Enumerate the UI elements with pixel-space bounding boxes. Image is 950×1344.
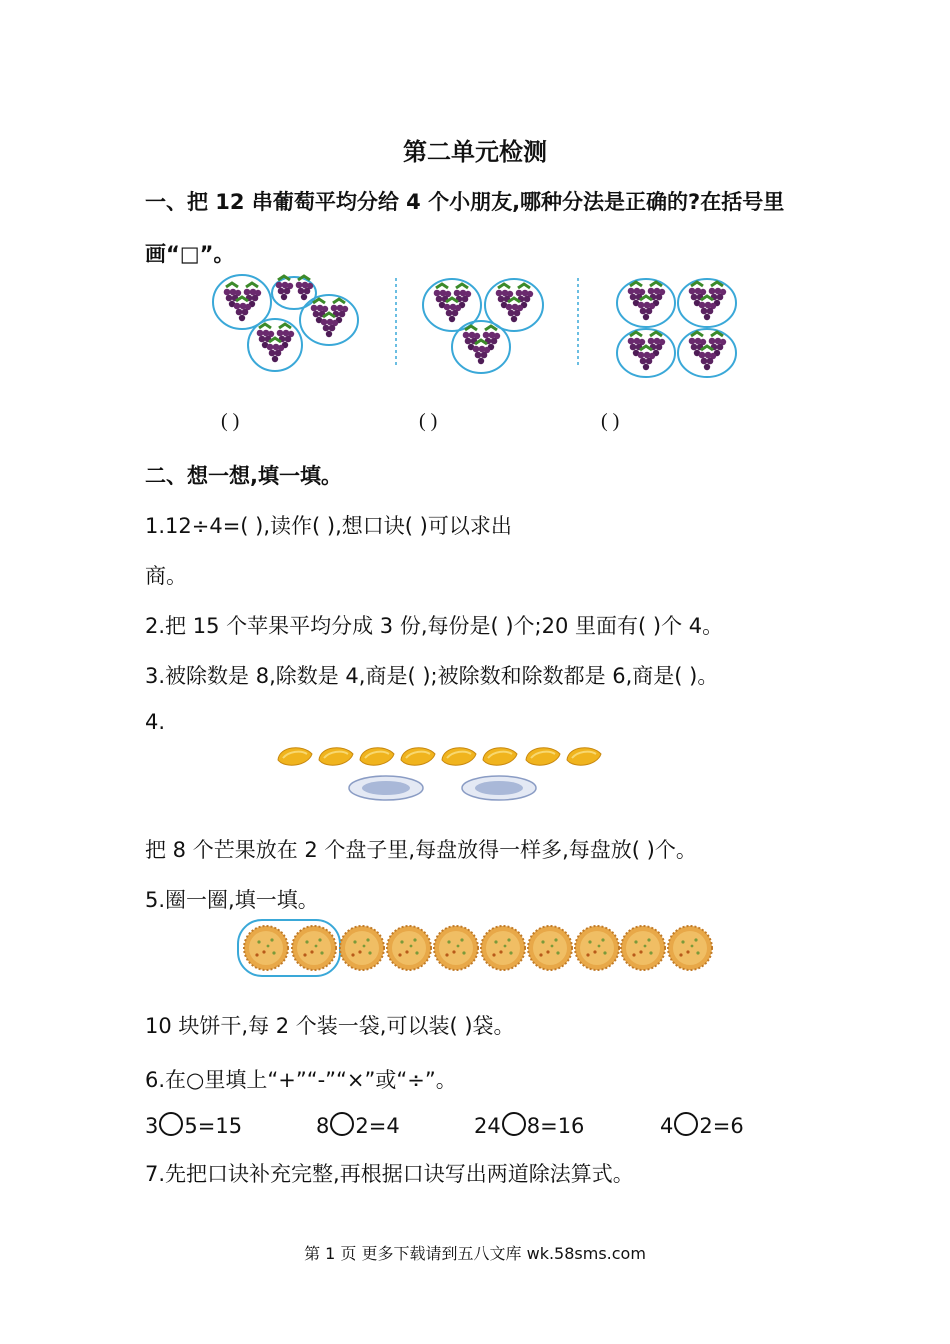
q2-item3: 3.被除数是 8,除数是 4,商是( );被除数和除数都是 6,商是( )。 xyxy=(145,664,719,688)
equation-3-right: 8=16 xyxy=(526,1114,585,1138)
q2-item4-text: 把 8 个芒果放在 2 个盘子里,每盘放得一样多,每盘放( )个。 xyxy=(145,838,697,862)
grape-groups-figure xyxy=(0,270,950,400)
q2-item1-line2: 商。 xyxy=(145,564,187,588)
page-footer: 第 1 页 更多下载请到五八文库 wk.58sms.com xyxy=(304,1244,646,1263)
equation-1-right: 5=15 xyxy=(184,1114,243,1138)
operator-circle[interactable] xyxy=(330,1112,354,1136)
q1-answer-blank-1[interactable]: ( ) xyxy=(221,410,240,432)
q2-item4-label: 4. xyxy=(145,710,166,734)
page-title: 第二单元检测 xyxy=(403,137,547,166)
equation-2-right: 2=4 xyxy=(355,1114,400,1138)
q2-item5-label: 5.圈一圈,填一填。 xyxy=(145,888,319,912)
equation-4 xyxy=(660,1112,744,1138)
equation-1 xyxy=(145,1112,242,1138)
q2-item7: 7.先把口诀补充完整,再根据口诀写出两道除法算式。 xyxy=(145,1162,634,1186)
equation-1-left: 3 xyxy=(145,1114,159,1138)
q1-text-line2: 画“□”。 xyxy=(145,242,235,266)
equation-2 xyxy=(316,1112,400,1138)
q2-heading: 二、想一想,填一填。 xyxy=(145,464,342,488)
equation-2-left: 8 xyxy=(316,1114,330,1138)
mangoes-plates-figure xyxy=(0,738,950,808)
q2-item1-line1: 1.12÷4=( ),读作( ),想口诀( )可以求出 xyxy=(145,514,512,538)
q1-answer-blank-3[interactable]: ( ) xyxy=(601,410,620,432)
equation-4-right: 2=6 xyxy=(699,1114,744,1138)
q2-item6-label: 6.在○里填上“+”“-”“×”或“÷”。 xyxy=(145,1068,457,1092)
operator-circle[interactable] xyxy=(502,1112,526,1136)
equation-4-left: 4 xyxy=(660,1114,674,1138)
q2-item5-text: 10 块饼干,每 2 个装一袋,可以装( )袋。 xyxy=(145,1014,515,1038)
biscuits-figure xyxy=(0,916,950,980)
q1-answer-blank-2[interactable]: ( ) xyxy=(419,410,438,432)
q1-text-line1: 一、把 12 串葡萄平均分给 4 个小朋友,哪种分法是正确的?在括号里 xyxy=(145,190,785,214)
operator-circle[interactable] xyxy=(159,1112,183,1136)
operator-circle[interactable] xyxy=(674,1112,698,1136)
equation-3-left: 24 xyxy=(474,1114,501,1138)
q2-item2: 2.把 15 个苹果平均分成 3 份,每份是( )个;20 里面有( )个 4。 xyxy=(145,614,724,638)
equation-3 xyxy=(474,1112,584,1138)
